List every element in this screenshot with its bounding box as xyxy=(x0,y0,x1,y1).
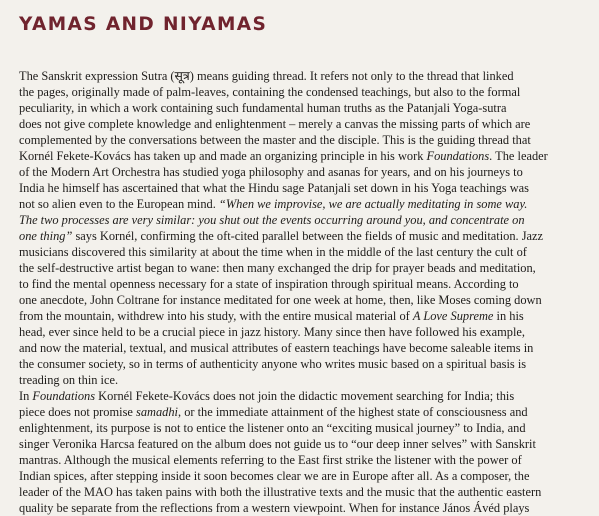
text-segment: the self-destructive artist began to wane: then many exchanged the drip for prayer beads and meditation, xyxy=(19,261,536,275)
text-segment: in his xyxy=(493,309,524,323)
text-segment: mantras. Although the musical elements referring to the East first strike the listener with the power of xyxy=(19,453,522,467)
text-segment: Indian spices, after stepping inside it soon becomes clear we are in Europe after all. As a composer, the xyxy=(19,469,530,483)
text-line xyxy=(19,324,589,340)
text-line xyxy=(19,372,589,388)
document-body xyxy=(19,68,589,516)
text-segment: quality be separate from the reflections from a western viewpoint. When for instance János Ávéd plays xyxy=(19,501,530,515)
text-segment: one anecdote, John Coltrane for instance meditated for one week at home, then, like Moses coming down xyxy=(19,293,542,307)
text-line xyxy=(19,388,589,404)
italic-text: one thing” xyxy=(19,229,73,243)
text-line xyxy=(19,260,589,276)
text-line xyxy=(19,116,589,132)
paragraph xyxy=(19,388,589,516)
italic-text: Foundations xyxy=(426,149,490,163)
italic-text: The two processes are very similar: you shut out the events occurring around you, and concentrate on xyxy=(19,213,525,227)
text-line xyxy=(19,404,589,420)
italic-text: Foundations xyxy=(32,389,96,403)
text-line xyxy=(19,356,589,372)
text-line xyxy=(19,436,589,452)
document-title: YAMAS AND NIYAMAS xyxy=(19,14,268,35)
text-segment: not so alien even to the European mind. xyxy=(19,197,219,211)
text-line xyxy=(19,308,589,324)
text-line xyxy=(19,484,589,500)
text-segment: peculiarity, in which a work containing such fundamental human truths as the Patanjali Yoga-sutra xyxy=(19,101,507,115)
text-segment: complemented by the conversations between the master and the disciple. This is the guiding thread that xyxy=(19,133,531,147)
text-line xyxy=(19,148,589,164)
text-line xyxy=(19,340,589,356)
text-segment: , or the immediate attainment of the highest state of consciousness and xyxy=(178,405,528,419)
text-segment: enlightenment, its purpose is not to entice the listener onto an “exciting musical journey” to India, and xyxy=(19,421,526,435)
text-line xyxy=(19,164,589,180)
text-segment: the pages, originally made of palm-leaves, containing the condensed teachings, but also to the formal xyxy=(19,85,521,99)
text-line xyxy=(19,180,589,196)
text-line xyxy=(19,452,589,468)
text-segment: piece does not promise xyxy=(19,405,136,419)
text-segment: the consumer society, so in terms of authenticity anyone who writes music based on a spiritual basis is xyxy=(19,357,527,371)
text-segment: of the Modern Art Orchestra has studied yoga philosophy and asanas for years, and on his journeys to xyxy=(19,165,523,179)
text-segment: The Sanskrit expression Sutra (सूत्र) means guiding thread. It refers not only to the thread that linked xyxy=(19,69,514,83)
text-segment: to find the mental openness necessary for a state of inspiration through spiritual means. According to xyxy=(19,277,519,291)
text-segment: does not give complete knowledge and enlightenment – merely a canvas the missing parts of which are xyxy=(19,117,531,131)
text-line xyxy=(19,196,589,212)
text-line xyxy=(19,276,589,292)
text-line xyxy=(19,468,589,484)
text-line xyxy=(19,228,589,244)
text-line xyxy=(19,68,589,84)
text-segment: says Kornél, confirming the oft-cited parallel between the fields of music and meditation. Jazz xyxy=(72,229,544,243)
italic-text: “When we improvise, we are actually meditating in some way. xyxy=(218,197,528,211)
text-line xyxy=(19,292,589,308)
text-segment: In xyxy=(19,389,33,403)
paragraph xyxy=(19,68,589,388)
italic-text: A Love Supreme xyxy=(412,309,494,323)
text-segment: . The leader xyxy=(489,149,548,163)
text-line xyxy=(19,212,589,228)
text-segment: and now the material, textual, and musical attributes of eastern teachings have become saleable items in xyxy=(19,341,534,355)
text-segment: India he himself has ascertained that what the Hindu sage Patanjali set down in his Yoga teachings was xyxy=(19,181,529,195)
text-line xyxy=(19,500,589,516)
italic-text: samadhi xyxy=(136,405,178,419)
text-line xyxy=(19,132,589,148)
text-segment: leader of the MAO has taken pains with both the illustrative texts and the music that the authentic eastern xyxy=(19,485,542,499)
text-segment: from the mountain, withdrew into his study, with the entire musical material of xyxy=(19,309,413,323)
text-line xyxy=(19,420,589,436)
text-segment: singer Veronika Harcsa featured on the album does not guide us to “our deep inner selves” with Sanskrit xyxy=(19,437,536,451)
text-segment: Kornél Fekete-Kovács does not join the didactic movement searching for India; this xyxy=(95,389,515,403)
text-segment: head, ever since held to be a crucial piece in jazz history. Many since then have followed his example, xyxy=(19,325,525,339)
text-line xyxy=(19,244,589,260)
text-line xyxy=(19,100,589,116)
text-segment: musicians discovered this similarity at about the time when in the middle of the last century the cult of xyxy=(19,245,527,259)
text-segment: treading on thin ice. xyxy=(19,373,119,387)
text-line xyxy=(19,84,589,100)
text-segment: Kornél Fekete-Kovács has taken up and made an organizing principle in his work xyxy=(19,149,427,163)
